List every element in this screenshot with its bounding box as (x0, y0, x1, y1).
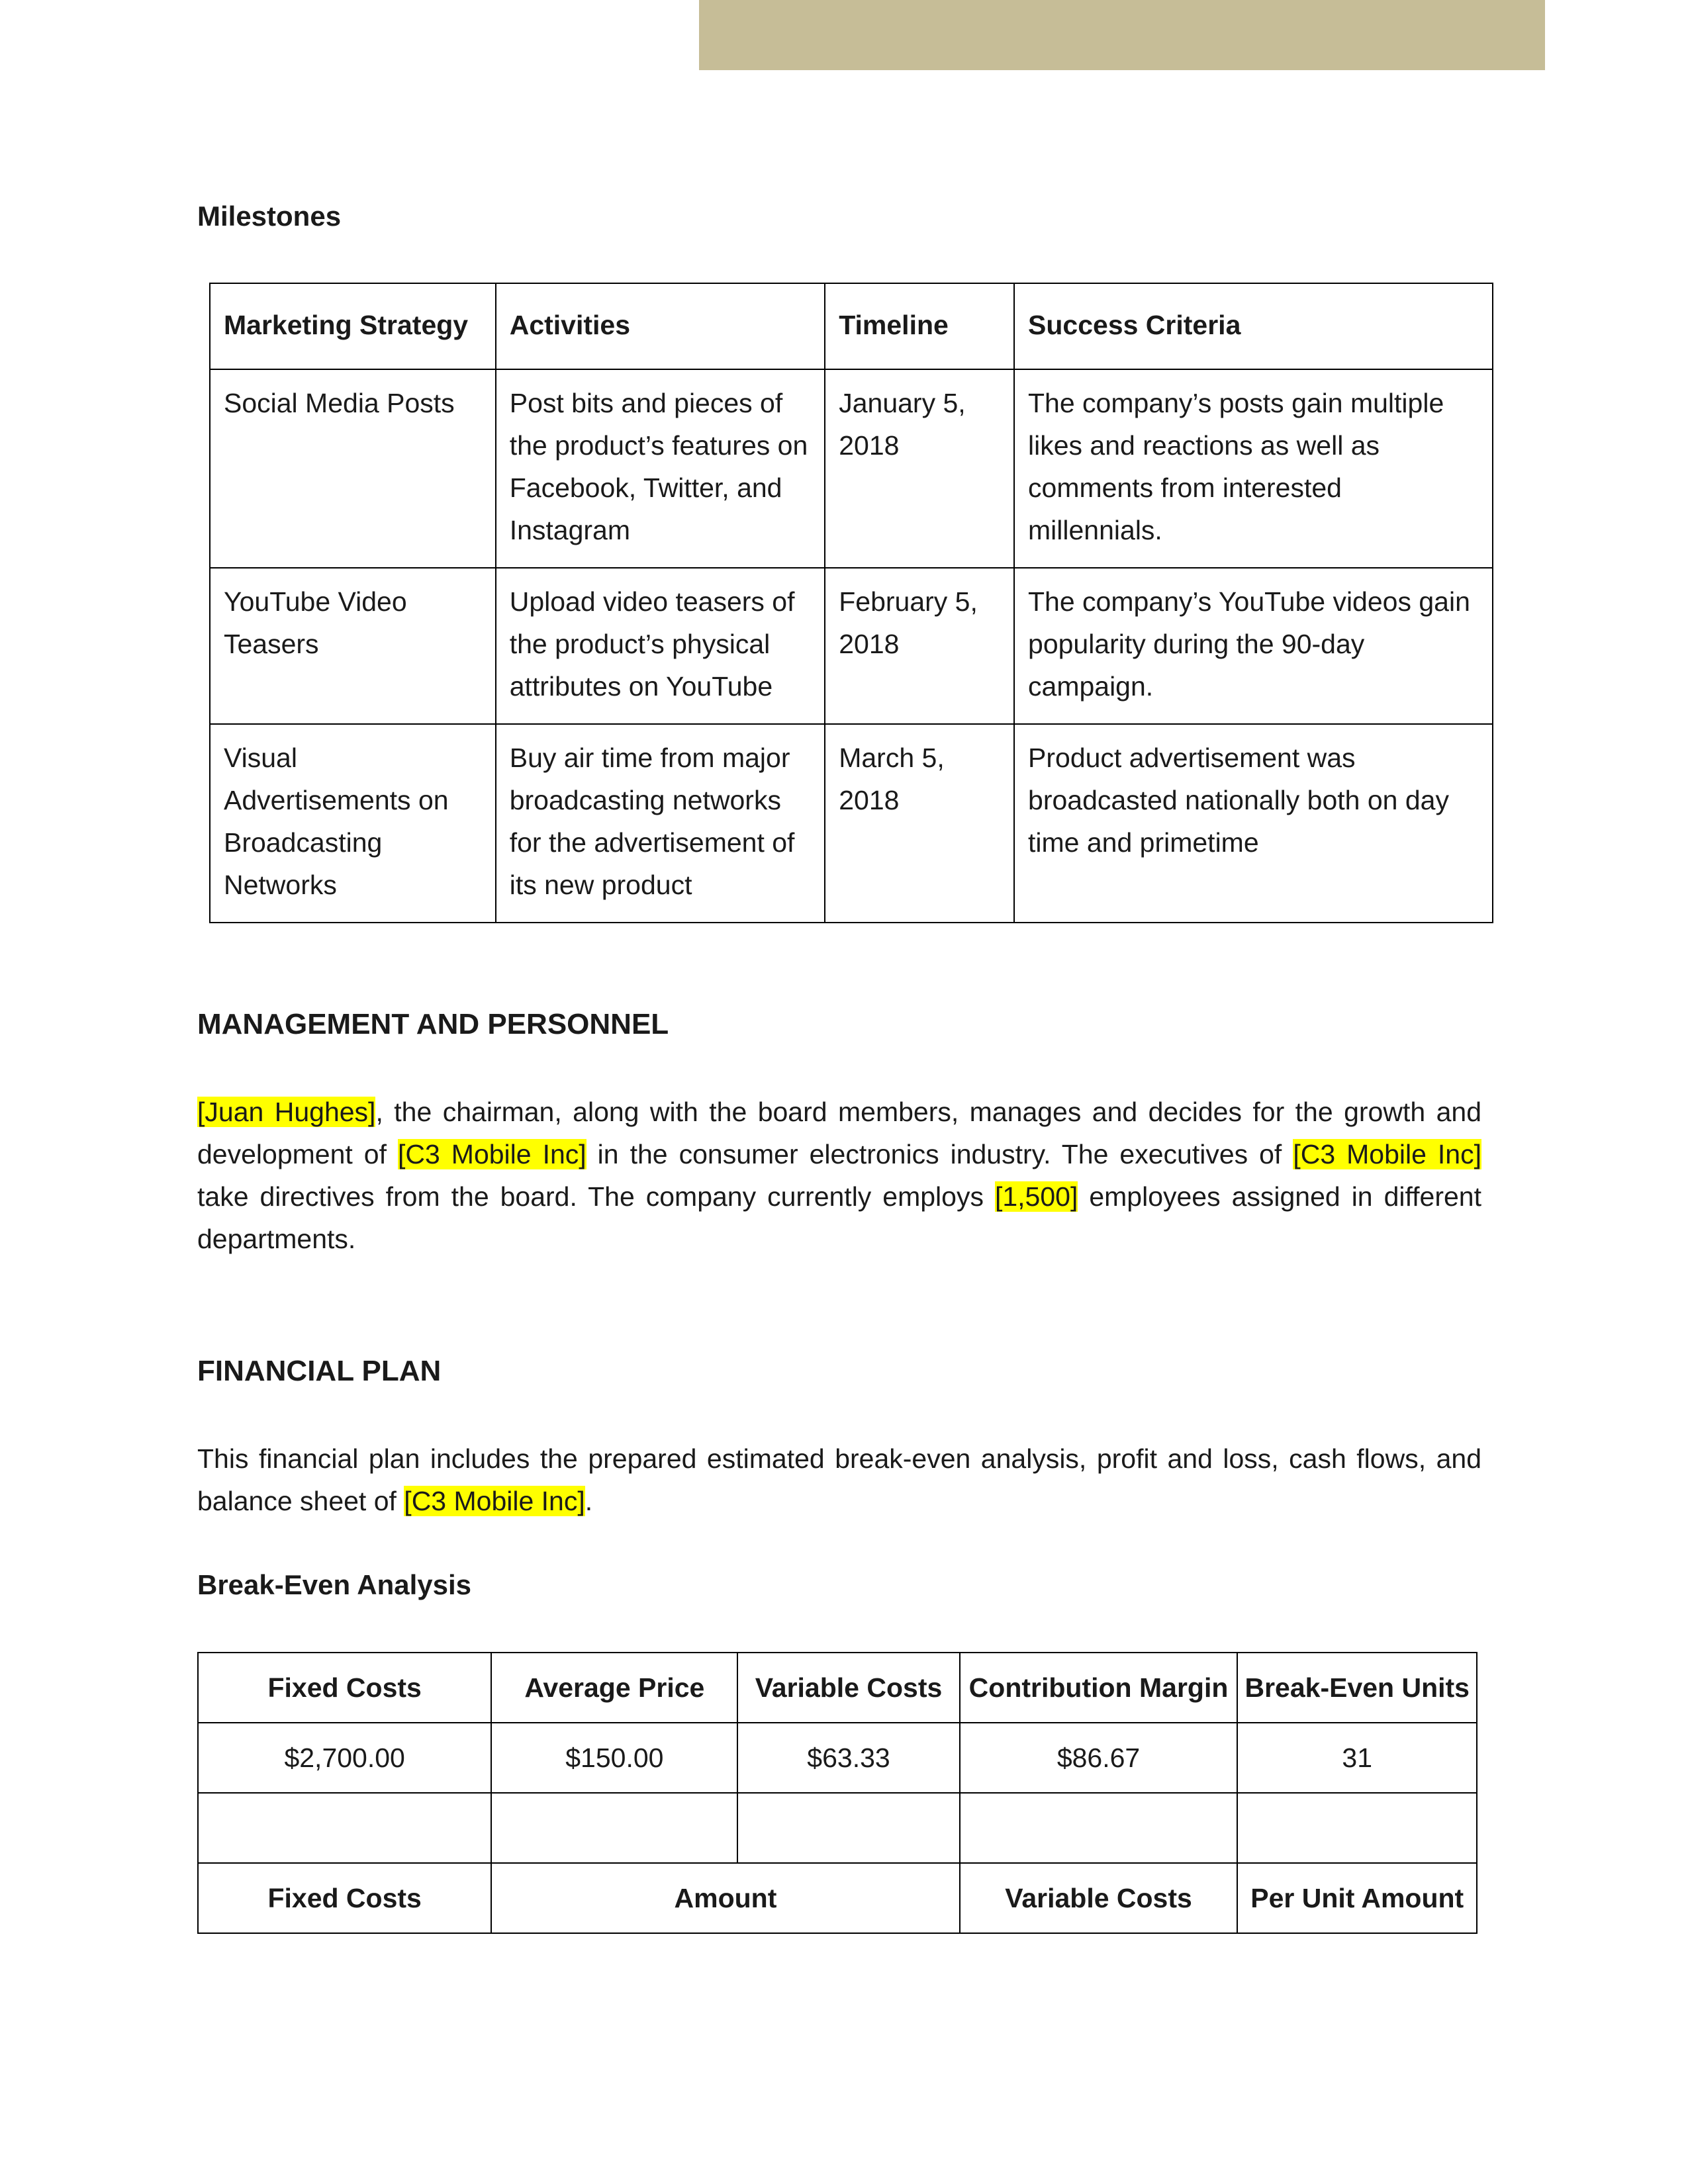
header-accent-bar (699, 0, 1545, 70)
cell-criteria: Product advertisement was broadcasted nationally both on day time and primetime (1014, 724, 1493, 923)
milestones-title: Milestones (197, 201, 342, 232)
header-average-price: Average Price (491, 1653, 737, 1723)
cell-strategy: Social Media Posts (210, 369, 496, 568)
company-name: [C3 Mobile Inc] (1293, 1139, 1482, 1169)
breakeven-footer-row (198, 1863, 1477, 1933)
header-break-even-units: Break-Even Units (1237, 1653, 1477, 1723)
header-activities: Activities (496, 283, 825, 369)
cell-timeline: February 5, 2018 (825, 568, 1014, 724)
value-fixed-costs: $2,700.00 (198, 1723, 491, 1793)
footer-variable-costs: Variable Costs (960, 1863, 1238, 1933)
value-break-even-units: 31 (1237, 1723, 1477, 1793)
milestones-table (209, 283, 1493, 923)
financial-paragraph (197, 1437, 1481, 1522)
table-row (210, 369, 1493, 568)
cell-criteria: The company’s YouTube videos gain popularity during the 90-day campaign. (1014, 568, 1493, 724)
empty-cell (1237, 1793, 1477, 1863)
breakeven-table (197, 1652, 1477, 1934)
breakeven-header-row (198, 1653, 1477, 1723)
cell-strategy: YouTube Video Teasers (210, 568, 496, 724)
footer-per-unit-amount: Per Unit Amount (1237, 1863, 1477, 1933)
paragraph-text: , the chairman, along with the board members, manages and decides for the growth and development of (197, 1097, 1482, 1169)
paragraph-text: take directives from the board. The company currently employs (197, 1181, 995, 1212)
milestones-header-row (210, 283, 1493, 369)
empty-cell (491, 1793, 737, 1863)
cell-activities: Buy air time from major broadcasting networks for the advertisement of its new product (496, 724, 825, 923)
financial-heading: FINANCIAL PLAN (197, 1355, 442, 1387)
cell-timeline: March 5, 2018 (825, 724, 1014, 923)
management-heading: MANAGEMENT AND PERSONNEL (197, 1008, 669, 1040)
table-row (198, 1793, 1477, 1863)
employee-count: [1,500] (994, 1181, 1078, 1212)
cell-timeline: January 5, 2018 (825, 369, 1014, 568)
value-variable-costs: $63.33 (737, 1723, 959, 1793)
company-name: [C3 Mobile Inc] (404, 1486, 585, 1516)
header-contribution-margin: Contribution Margin (960, 1653, 1238, 1723)
footer-fixed-costs: Fixed Costs (198, 1863, 491, 1933)
cell-activities: Upload video teasers of the product’s physical attributes on YouTube (496, 568, 825, 724)
header-timeline: Timeline (825, 283, 1014, 369)
cell-strategy: Visual Advertisements on Broadcasting Networks (210, 724, 496, 923)
table-row (210, 568, 1493, 724)
paragraph-text: . (585, 1486, 593, 1516)
footer-amount: Amount (491, 1863, 959, 1933)
company-name: [C3 Mobile Inc] (397, 1139, 586, 1169)
table-row (210, 724, 1493, 923)
header-fixed-costs: Fixed Costs (198, 1653, 491, 1723)
header-marketing-strategy: Marketing Strategy (210, 283, 496, 369)
value-contribution-margin: $86.67 (960, 1723, 1238, 1793)
paragraph-text: This financial plan includes the prepared estimated break-even analysis, profit and loss, cash flows, and balance sheet of (197, 1443, 1481, 1516)
breakeven-title: Break-Even Analysis (197, 1569, 471, 1600)
management-paragraph (197, 1091, 1481, 1260)
chairman-name: [Juan Hughes] (197, 1097, 376, 1127)
paragraph-text: employees assigned in different departments. (197, 1181, 1481, 1254)
header-variable-costs: Variable Costs (737, 1653, 959, 1723)
empty-cell (198, 1793, 491, 1863)
paragraph-text: in the consumer electronics industry. The executives of (586, 1139, 1293, 1169)
table-row (198, 1723, 1477, 1793)
header-success-criteria: Success Criteria (1014, 283, 1493, 369)
value-average-price: $150.00 (491, 1723, 737, 1793)
cell-criteria: The company’s posts gain multiple likes and reactions as well as comments from interested millennials. (1014, 369, 1493, 568)
cell-activities: Post bits and pieces of the product’s features on Facebook, Twitter, and Instagram (496, 369, 825, 568)
empty-cell (960, 1793, 1238, 1863)
empty-cell (737, 1793, 959, 1863)
